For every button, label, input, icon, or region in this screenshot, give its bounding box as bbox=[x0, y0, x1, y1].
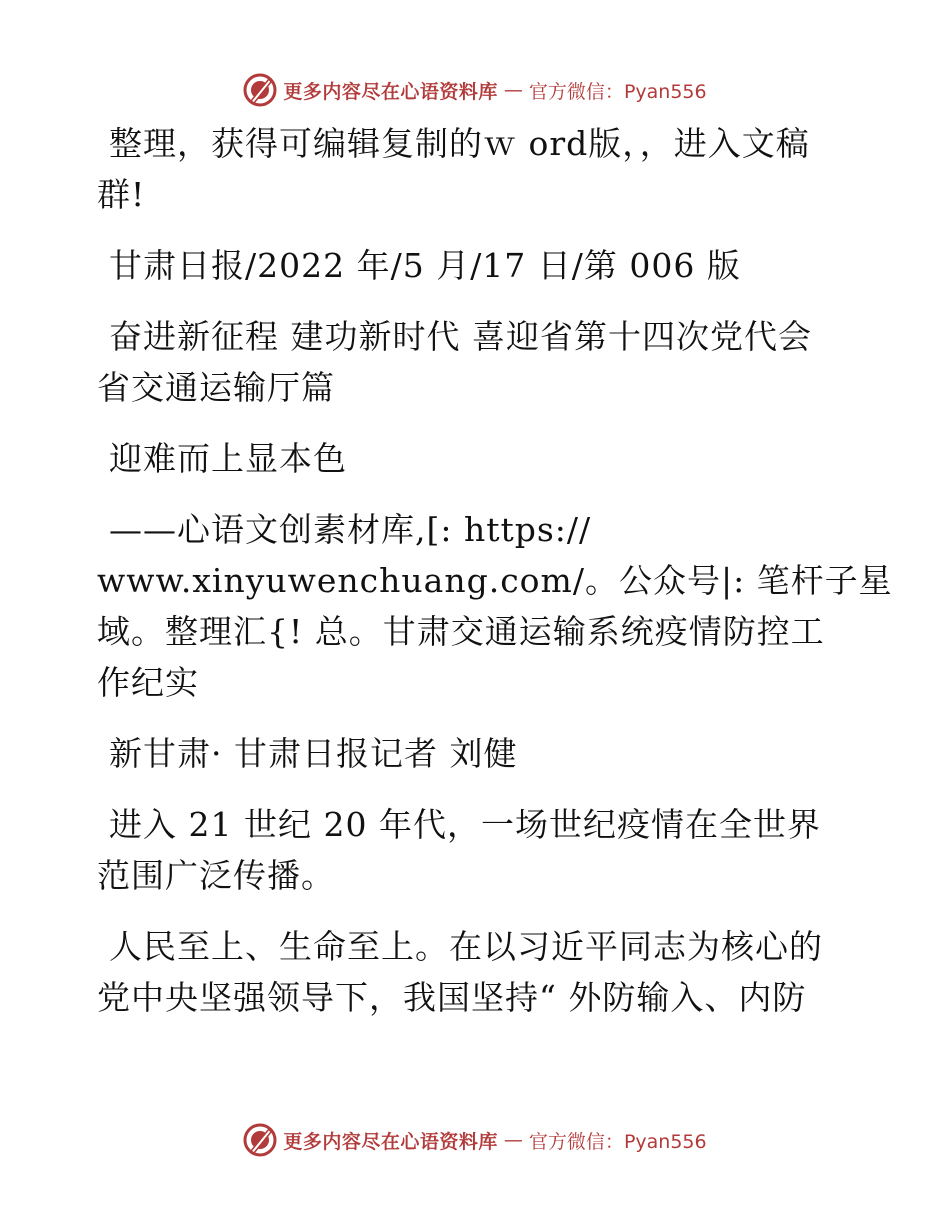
paragraph-line: 甘肃日报/2022 年/5 月/17 日/第 006 版 bbox=[109, 246, 741, 285]
paragraph-body-1 bbox=[97, 799, 837, 901]
paragraph-line: 奋进新征程 建功新时代 喜迎省第十四次党代会 bbox=[109, 317, 812, 356]
header-watermark bbox=[0, 70, 950, 110]
paragraph-source bbox=[97, 240, 837, 291]
document-body bbox=[97, 118, 893, 1043]
watermark-separator: — bbox=[503, 1129, 523, 1151]
paragraph-line: 迎难而上显本色 bbox=[109, 439, 347, 478]
paragraph-body-2 bbox=[97, 921, 837, 1023]
paragraph-subtitle bbox=[97, 504, 893, 708]
watermark-separator: — bbox=[503, 79, 523, 101]
watermark-text: 更多内容尽在心语资料库 bbox=[283, 80, 498, 103]
footer-watermark bbox=[0, 1120, 950, 1160]
quill-logo-icon bbox=[243, 1123, 277, 1157]
paragraph-line: 党中央坚强领导下，我国坚持“ 外防输入、内防 bbox=[97, 978, 807, 1017]
paragraph-intro bbox=[97, 118, 837, 220]
paragraph-line: 人民至上、生命至上。在以习近平同志为核心的 bbox=[109, 927, 823, 966]
watermark-contact-id: Pyan556 bbox=[623, 80, 707, 103]
paragraph-headline bbox=[97, 433, 837, 484]
paragraph-line: 进入 21 世纪 20 年代，一场世纪疫情在全世界 bbox=[109, 805, 821, 844]
paragraph-column-title bbox=[97, 311, 837, 413]
watermark-text: 更多内容尽在心语资料库 bbox=[283, 1130, 498, 1153]
watermark-contact bbox=[529, 1127, 707, 1154]
paragraph-line: ——心语文创素材库,[: https:// bbox=[109, 510, 592, 549]
paragraph-line: 域。整理汇{! 总。甘肃交通运输系统疫情防控工 bbox=[97, 612, 825, 651]
paragraph-line: www.xinyuwenchuang.com/。公众号|: 笔杆子星 bbox=[97, 561, 893, 600]
paragraph-line: 范围广泛传播。 bbox=[97, 856, 335, 895]
watermark-contact-label: 官方微信： bbox=[528, 80, 624, 103]
watermark-contact bbox=[529, 77, 707, 104]
paragraph-line: 新甘肃· 甘肃日报记者 刘健 bbox=[109, 734, 518, 773]
paragraph-line: 群! bbox=[97, 175, 146, 214]
paragraph-line: 整理，获得可编辑复制的ｗ ord版，，进入文稿 bbox=[109, 124, 810, 163]
paragraph-byline bbox=[97, 728, 837, 779]
quill-logo-icon bbox=[243, 73, 277, 107]
watermark-contact-label: 官方微信： bbox=[528, 1130, 624, 1153]
watermark-contact-id: Pyan556 bbox=[623, 1130, 707, 1153]
paragraph-line: 作纪实 bbox=[97, 663, 199, 702]
paragraph-line: 省交通运输厅篇 bbox=[97, 368, 335, 407]
